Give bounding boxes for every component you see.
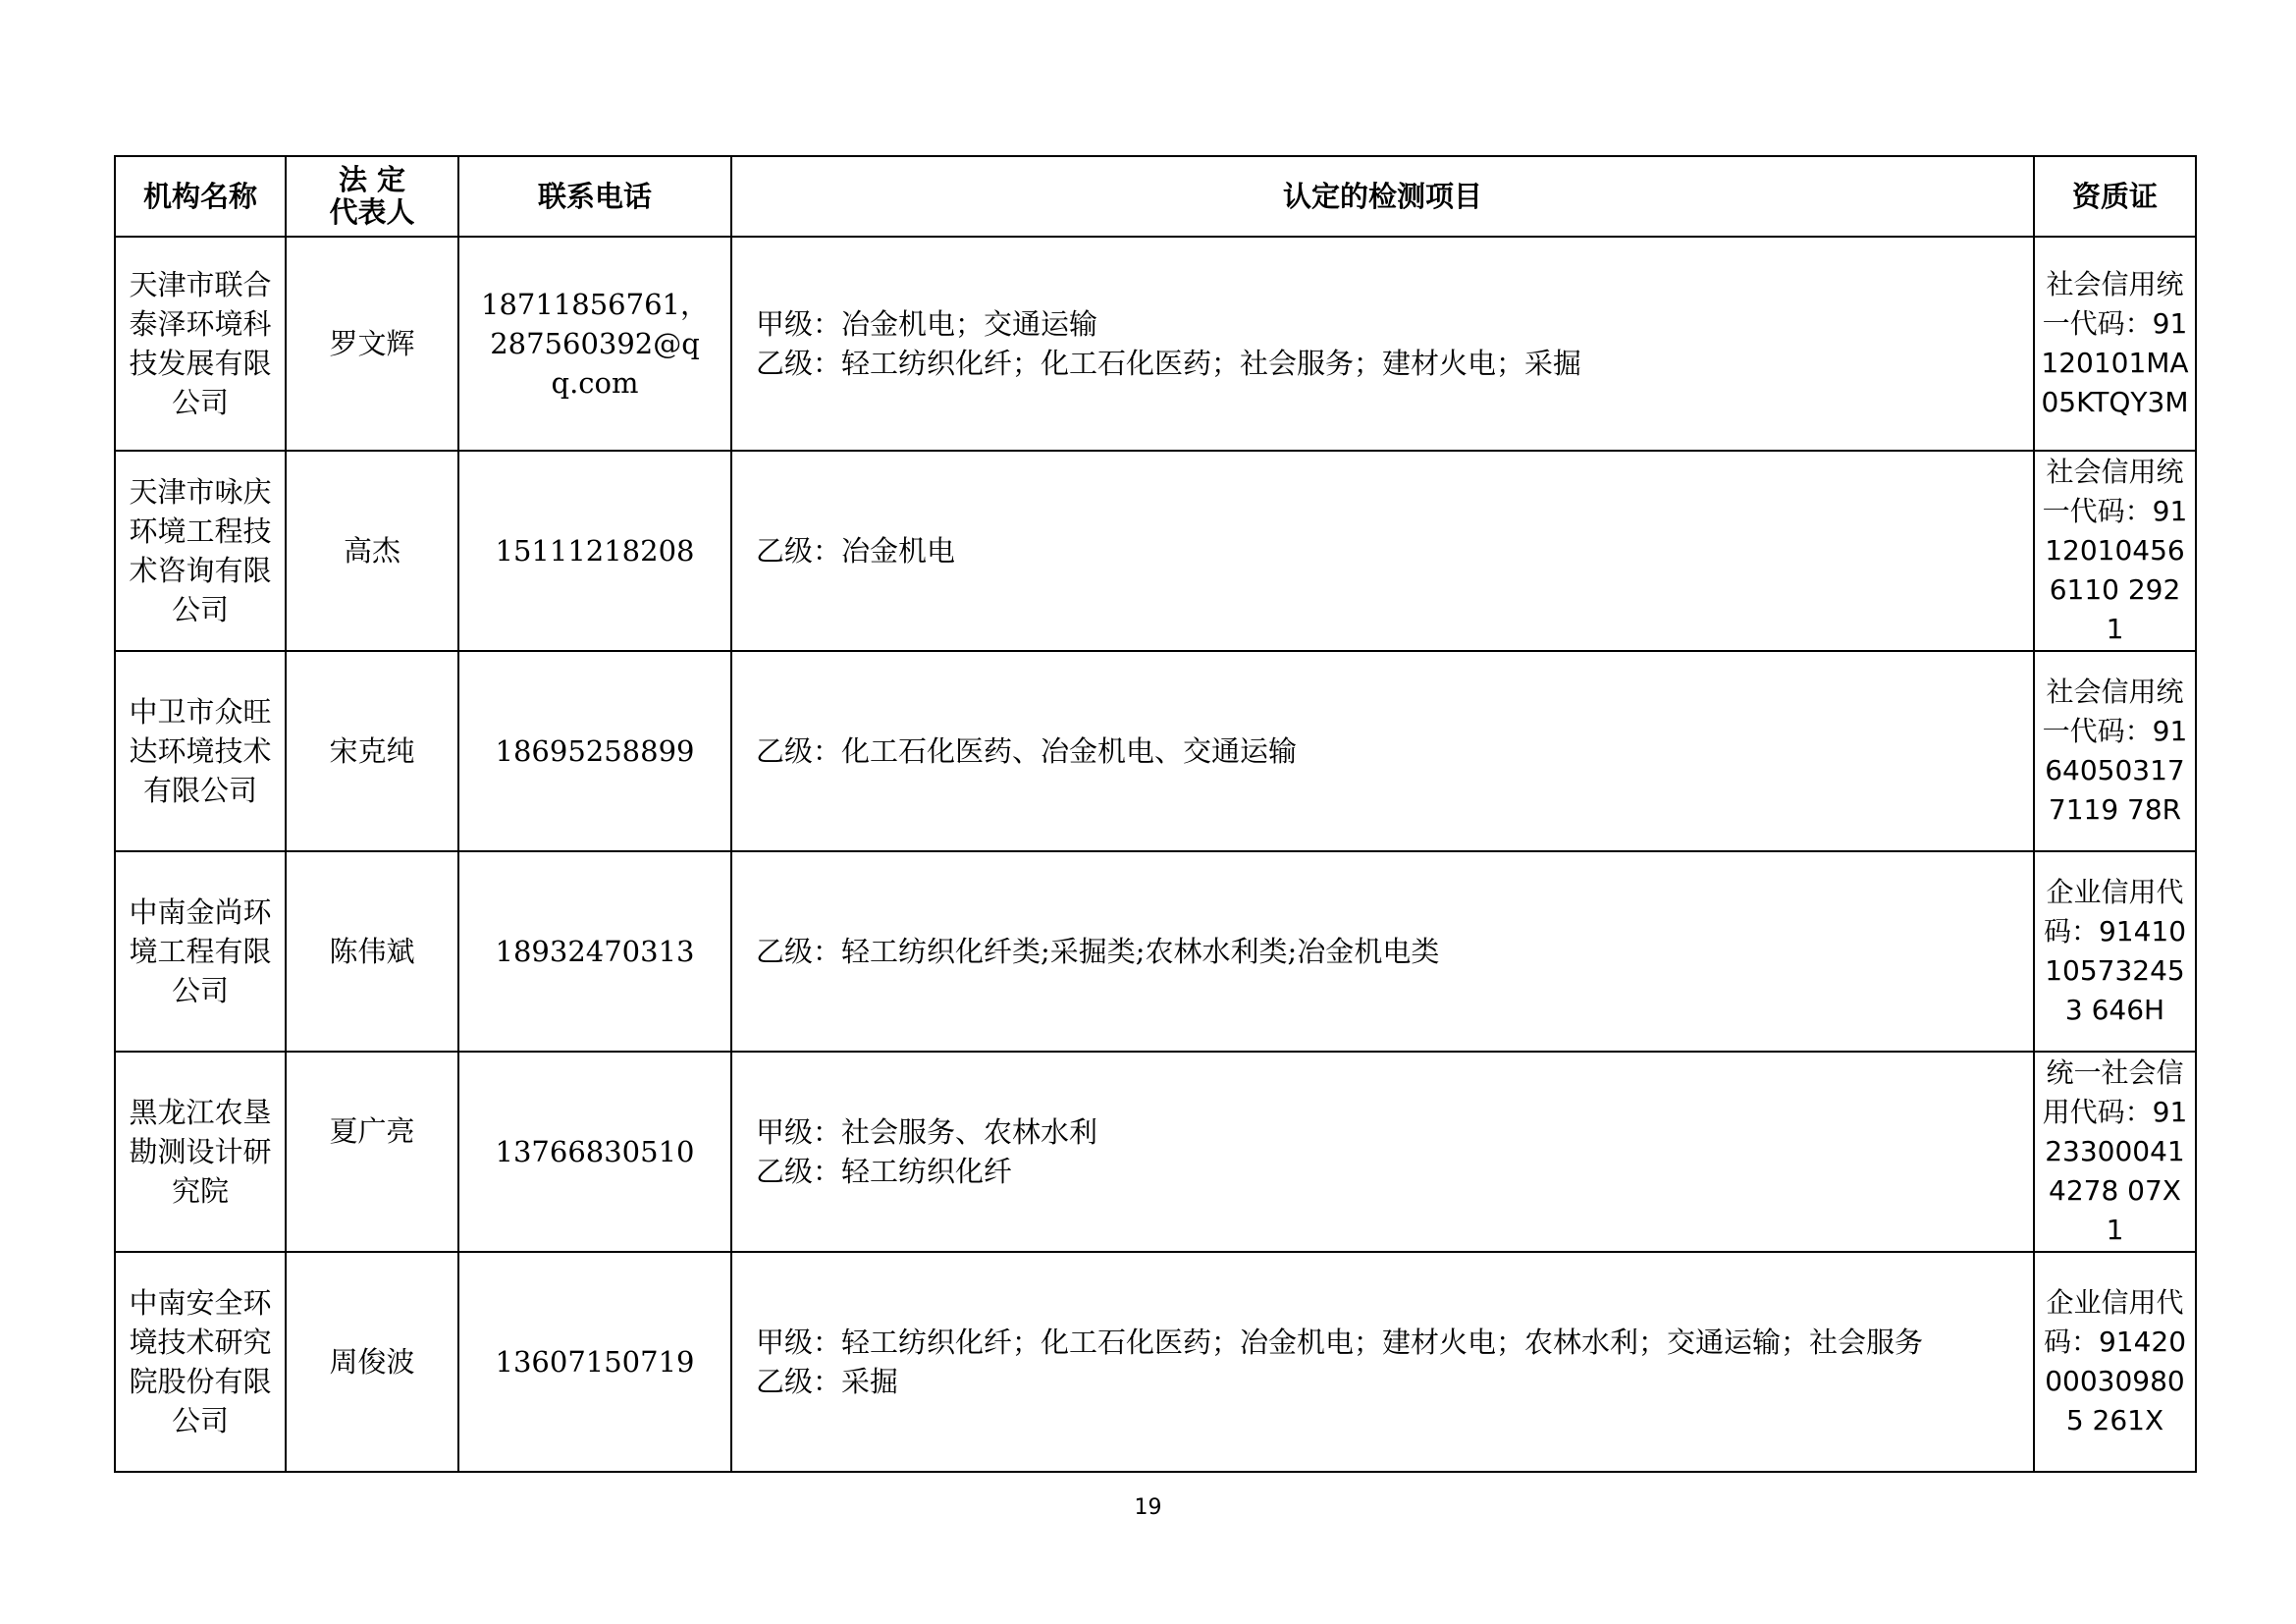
org-name: 中南金尚环境工程有限公司: [115, 851, 286, 1052]
header-rep: [286, 156, 458, 237]
org-name: 天津市联合泰泽环境科技发展有限公司: [115, 237, 286, 451]
legal-rep: 宋克纯: [286, 651, 458, 851]
header-items: 认定的检测项目: [731, 156, 2034, 237]
test-items: [731, 451, 2034, 651]
header-org: 机构名称: [115, 156, 286, 237]
item-line: 乙级：轻工纺织化纤类;采掘类;农林水利类;冶金机电类: [756, 935, 1440, 968]
item-line: 乙级：化工石化医药、冶金机电、交通运输: [756, 734, 1298, 768]
page-number: 19: [1134, 1495, 1162, 1520]
test-items: [731, 851, 2034, 1052]
cert-code: 统一社会信用代码：91233000414278 07X1: [2034, 1052, 2196, 1252]
item-line: 乙级：冶金机电: [756, 534, 956, 568]
item-line: 乙级：采掘: [756, 1365, 899, 1398]
cert-code: 企业信用代码：91410105732453 646H: [2034, 851, 2196, 1052]
legal-rep: 周俊波: [286, 1252, 458, 1472]
contact-phone: 18711856761，287560392@qq.com: [458, 237, 731, 451]
test-items: [731, 651, 2034, 851]
item-line: 乙级：轻工纺织化纤；化工石化医药；社会服务；建材火电；采掘: [756, 347, 1582, 380]
item-line: 甲级：社会服务、农林水利: [756, 1115, 1098, 1149]
contact-phone: 15111218208: [458, 451, 731, 651]
qualification-table: [114, 155, 2197, 1473]
item-line: 乙级：轻工纺织化纤: [756, 1155, 1013, 1188]
contact-phone: 13607150719: [458, 1252, 731, 1472]
item-line: 甲级：冶金机电；交通运输: [756, 307, 1098, 341]
org-name: 黑龙江农垦勘测设计研究院: [115, 1052, 286, 1252]
org-name: 中南安全环境技术研究院股份有限公司: [115, 1252, 286, 1472]
table-row: [115, 851, 2196, 1052]
contact-phone: 18695258899: [458, 651, 731, 851]
org-name: 天津市咏庆环境工程技术咨询有限公司: [115, 451, 286, 651]
table-row: [115, 237, 2196, 451]
org-name: 中卫市众旺达环境技术有限公司: [115, 651, 286, 851]
test-items: [731, 237, 2034, 451]
legal-rep: 夏广亮: [286, 1052, 458, 1252]
contact-phone: 13766830510: [458, 1052, 731, 1252]
table-row: [115, 451, 2196, 651]
contact-phone: 18932470313: [458, 851, 731, 1052]
cert-code: 社会信用统一代码：91120101MA05KTQY3M: [2034, 237, 2196, 451]
table-row: [115, 1252, 2196, 1472]
test-items: [731, 1252, 2034, 1472]
item-line: 甲级：轻工纺织化纤；化工石化医药；冶金机电；建材火电；农林水利；交通运输；社会服务: [756, 1326, 1924, 1359]
header-cert: 资质证: [2034, 156, 2196, 237]
table-header-row: [115, 156, 2196, 237]
cert-code: 社会信用统一代码：91640503177119 78R: [2034, 651, 2196, 851]
header-phone: 联系电话: [458, 156, 731, 237]
header-rep-line1: 法 定: [338, 163, 406, 196]
test-items: [731, 1052, 2034, 1252]
cert-code: 企业信用代码：91420000309805 261X: [2034, 1252, 2196, 1472]
cert-code: 社会信用统一代码：91120104566110 2921: [2034, 451, 2196, 651]
legal-rep: 罗文辉: [286, 237, 458, 451]
legal-rep: 高杰: [286, 451, 458, 651]
header-rep-line2: 代表人: [329, 195, 415, 229]
table-row: [115, 651, 2196, 851]
legal-rep: 陈伟斌: [286, 851, 458, 1052]
table-row: [115, 1052, 2196, 1252]
